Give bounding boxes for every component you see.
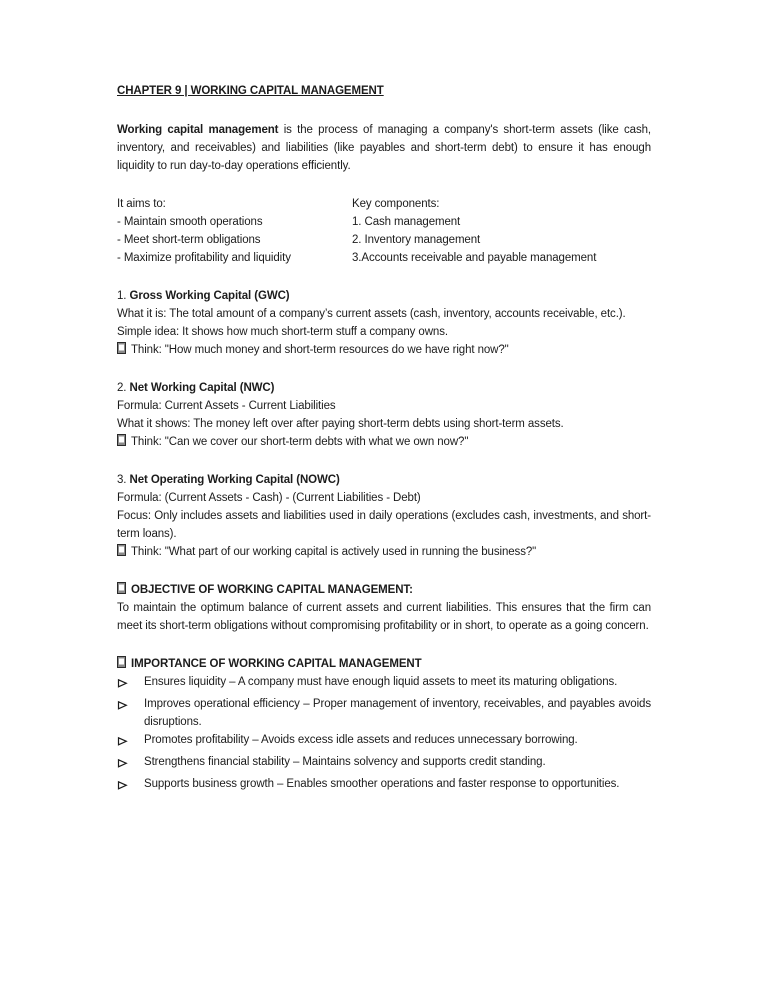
objective-heading-text: OBJECTIVE OF WORKING CAPITAL MANAGEMENT: [131,584,413,596]
think-text: Think: "How much money and short-term resources do we have right now?" [131,344,509,356]
section-line: Formula: Current Assets - Current Liabilities [117,400,336,412]
section-number: 2. [117,382,130,394]
chapter-heading: CHAPTER 9 | WORKING CAPITAL MANAGEMENT [117,85,384,97]
components-item: 1. Cash management [352,216,461,228]
section-number: 3. [117,474,130,486]
section-title-text: Net Working Capital (NWC) [129,382,275,394]
think-line [117,543,651,561]
aims-components-table [117,195,651,267]
bullet-text: Ensures liquidity – A company must have enough liquid assets to meet its maturing obligations. [144,676,618,688]
section-line: What it is: The total amount of a company’s current assets (cash, inventory, accounts receivable, etc.). [117,308,626,320]
section-line: Focus: Only includes assets and liabilities used in daily operations (excludes cash, investments, and short-term loans). [117,510,651,540]
section-title [117,379,651,397]
section-nowc [117,471,651,561]
importance-heading [117,655,651,673]
missing-glyph-icon [117,544,126,556]
aims-row [117,213,651,231]
aims-item: - Maximize profitability and liquidity [117,252,291,264]
intro-text: is the process of managing a company's short-term assets (like cash, inventory, and receivables) and liabilities (like payables and short-term debt) to ensure it has enough liquidity to run day-to-day operations efficiently. [117,124,651,172]
importance-bullet [117,695,651,731]
importance-section [117,655,651,797]
importance-bullet [117,775,651,797]
components-item: 2. Inventory management [352,234,481,246]
section-title [117,287,651,305]
importance-bullet [117,673,651,695]
components-title: Key components: [352,198,440,210]
aims-row [117,249,651,267]
importance-bullet [117,753,651,775]
aims-title: It aims to: [117,198,166,210]
think-text: Think: "Can we cover our short-term debts with what we own now?" [131,436,469,448]
bullet-text: Promotes profitability – Avoids excess idle assets and reduces unnecessary borrowing. [144,734,578,746]
section-number: 1. [117,290,130,302]
section-line: What it shows: The money left over after paying short-term debts using short-term assets. [117,418,564,430]
section-title [117,471,651,489]
section-line: Formula: (Current Assets - Cash) - (Current Liabilities - Debt) [117,492,421,504]
aims-row [117,231,651,249]
objective-heading [117,581,651,599]
components-item: 3.Accounts receivable and payable management [352,252,597,264]
arrow-bullet-icon [117,753,144,775]
bullet-text: Strengthens financial stability – Maintains solvency and supports credit standing. [144,756,546,768]
importance-bullet [117,731,651,753]
missing-glyph-icon [117,656,126,668]
section-gwc [117,287,651,359]
arrow-bullet-icon [117,695,144,731]
arrow-bullet-icon [117,673,144,695]
section-title-text: Gross Working Capital (GWC) [129,290,290,302]
missing-glyph-icon [117,434,126,446]
section-nwc [117,379,651,451]
intro-paragraph [117,121,651,175]
think-text: Think: "What part of our working capital is actively used in running the business?" [131,546,537,558]
aims-item: - Maintain smooth operations [117,216,263,228]
importance-heading-text: IMPORTANCE OF WORKING CAPITAL MANAGEMENT [131,658,422,670]
objective-section [117,581,651,635]
missing-glyph-icon [117,582,126,594]
section-line: Simple idea: It shows how much short-term stuff a company owns. [117,326,448,338]
intro-bold-lead: Working capital management [117,124,279,136]
bullet-text: Supports business growth – Enables smoother operations and faster response to opportunities. [144,778,620,790]
aims-row [117,195,651,213]
think-line [117,433,651,451]
arrow-bullet-icon [117,775,144,797]
bullet-text: Improves operational efficiency – Proper management of inventory, receivables, and payables avoids disruptions. [144,698,651,728]
think-line [117,341,651,359]
missing-glyph-icon [117,342,126,354]
objective-body: To maintain the optimum balance of current assets and current liabilities. This ensures that the firm can meet its short-term obligations without compromising profitability or in short, to operate as a going concern. [117,602,651,632]
aims-item: - Meet short-term obligations [117,234,261,246]
arrow-bullet-icon [117,731,144,753]
section-title-text: Net Operating Working Capital (NOWC) [129,474,340,486]
